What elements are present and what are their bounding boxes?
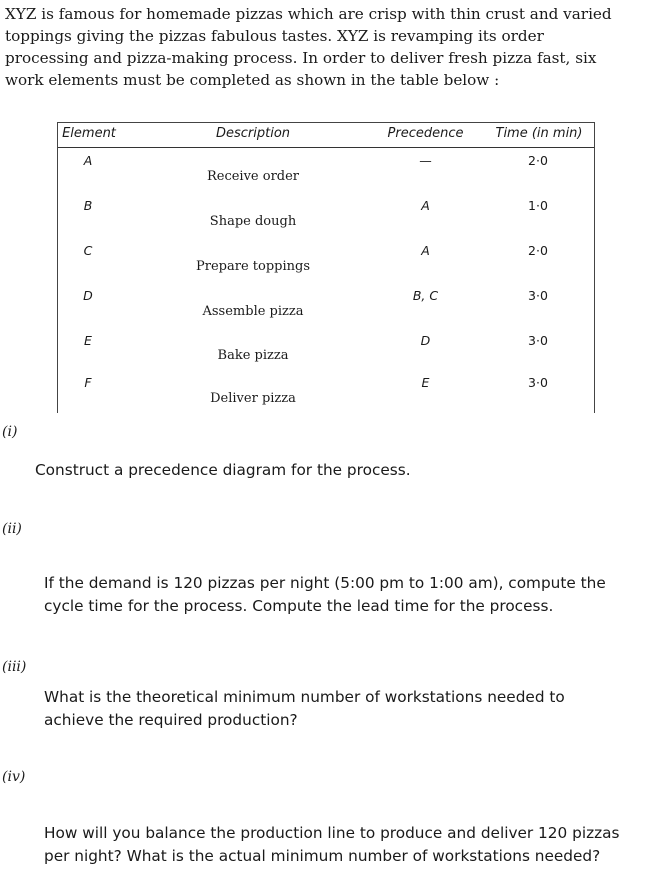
- question-text: [35, 459, 411, 482]
- cell-precedence: A: [421, 198, 430, 213]
- question-line: achieve the required production?: [44, 711, 298, 729]
- question-text: [44, 572, 606, 618]
- question-marker: (i): [2, 424, 18, 440]
- cell-time: 1·0: [528, 198, 548, 213]
- cell-element: F: [84, 375, 92, 390]
- header-time: Time (in min): [495, 126, 583, 141]
- cell-element: C: [83, 243, 93, 258]
- question-line: per night? What is the actual minimum number of workstations needed?: [44, 847, 601, 865]
- question-line: What is the theoretical minimum number of workstations needed to: [44, 688, 565, 706]
- cell-description: Deliver pizza: [210, 391, 296, 406]
- cell-description: Assemble pizza: [202, 304, 304, 319]
- question-line: If the demand is 120 pizzas per night (5:00 pm to 1:00 am), compute the: [44, 574, 606, 592]
- intro-line: toppings giving the pizzas fabulous tastes. XYZ is revamping its order: [5, 27, 544, 45]
- cell-description: Receive order: [206, 169, 300, 184]
- header-rule: [58, 147, 594, 148]
- cell-time: 2·0: [528, 243, 548, 258]
- cell-time: 3·0: [528, 333, 548, 348]
- question-line: Construct a precedence diagram for the process.: [35, 461, 411, 479]
- cell-description: Shape dough: [209, 214, 297, 229]
- question-marker: (ii): [2, 521, 22, 537]
- question-text: [44, 686, 565, 732]
- question-marker: (iii): [2, 659, 27, 675]
- cell-time: 2·0: [528, 153, 548, 168]
- cell-element: E: [84, 333, 92, 348]
- question-marker: (iv): [2, 769, 26, 785]
- cell-element: B: [83, 198, 93, 213]
- cell-element: A: [83, 153, 93, 168]
- cell-precedence: —: [419, 153, 432, 168]
- intro-line: XYZ is famous for homemade pizzas which are crisp with thin crust and varied: [5, 5, 612, 23]
- header-precedence: Precedence: [387, 126, 464, 141]
- cell-precedence: B, C: [412, 288, 439, 303]
- cell-precedence: A: [421, 243, 430, 258]
- header-element: Element: [62, 126, 116, 141]
- cell-description: Bake pizza: [217, 348, 289, 363]
- cell-description: Prepare toppings: [196, 259, 310, 274]
- intro-line: processing and pizza-making process. In order to deliver fresh pizza fast, six: [5, 49, 597, 67]
- cell-time: 3·0: [528, 375, 548, 390]
- question-line: How will you balance the production line to produce and deliver 120 pizzas: [44, 824, 620, 842]
- work-elements-table: [57, 122, 595, 413]
- cell-element: D: [83, 288, 93, 303]
- cell-precedence: D: [420, 333, 431, 348]
- intro-paragraph: [5, 3, 627, 91]
- intro-line: work elements must be completed as shown in the table below :: [5, 71, 500, 89]
- question-line: cycle time for the process. Compute the lead time for the process.: [44, 597, 554, 615]
- cell-precedence: E: [421, 375, 430, 390]
- cell-time: 3·0: [528, 288, 548, 303]
- header-description: Description: [215, 126, 291, 141]
- question-text: [44, 822, 619, 868]
